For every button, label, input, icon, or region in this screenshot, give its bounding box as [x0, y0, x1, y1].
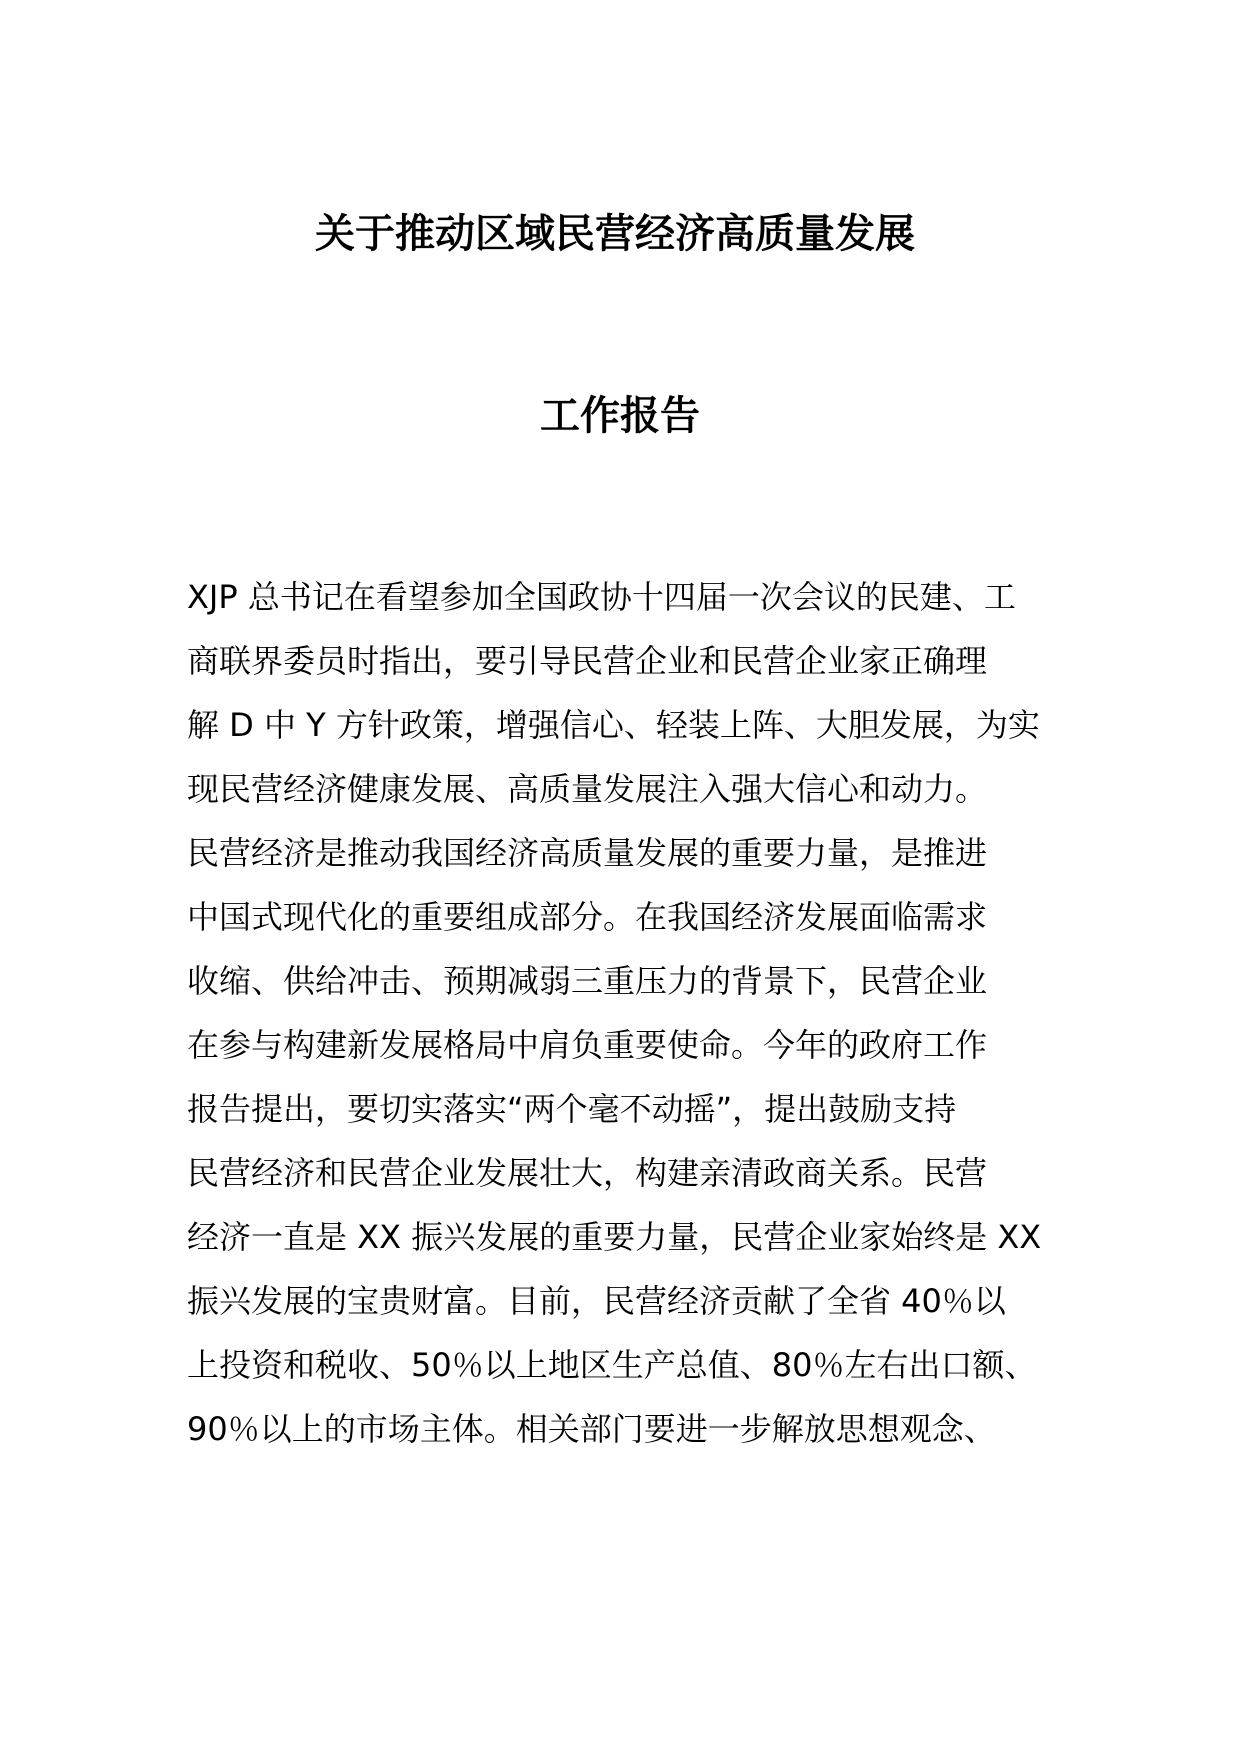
document-title-line-2: 工作报告: [540, 393, 700, 439]
body-line-3: 解 D 中 Y 方针政策，增强信心、轻装上阵、大胆发展，为实: [187, 706, 1040, 744]
body-line-2: 商联界委员时指出，要引导民营企业和民营企业家正确理: [187, 642, 988, 680]
body-line-10: 民营经济和民营企业发展壮大，构建亲清政商关系。民营: [187, 1154, 988, 1192]
body-line-9: 报告提出，要切实落实“两个毫不动摇”，提出鼓励支持: [187, 1090, 957, 1128]
body-line-6: 中国式现代化的重要组成部分。在我国经济发展面临需求: [187, 898, 988, 936]
body-line-11: 经济一直是 XX 振兴发展的重要力量，民营企业家始终是 XX: [187, 1218, 1042, 1256]
body-line-7: 收缩、供给冲击、预期减弱三重压力的背景下，民营企业: [187, 962, 988, 1000]
body-line-1: XJP 总书记在看望参加全国政协十四届一次会议的民建、工: [187, 578, 1016, 616]
body-line-14: 90％以上的市场主体。相关部门要进一步解放思想观念、: [187, 1410, 996, 1448]
body-line-8: 在参与构建新发展格局中肩负重要使命。今年的政府工作: [187, 1026, 988, 1064]
body-line-13: 上投资和税收、50％以上地区生产总值、80％左右出口额、: [187, 1346, 1037, 1384]
body-line-4: 现民营经济健康发展、高质量发展注入强大信心和动力。: [187, 770, 988, 808]
document-title-line-1: 关于推动区域民营经济高质量发展: [315, 211, 915, 257]
body-line-5: 民营经济是推动我国经济高质量发展的重要力量，是推进: [187, 834, 988, 872]
body-line-12: 振兴发展的宝贵财富。目前，民营经济贡献了全省 40％以: [187, 1282, 1006, 1320]
